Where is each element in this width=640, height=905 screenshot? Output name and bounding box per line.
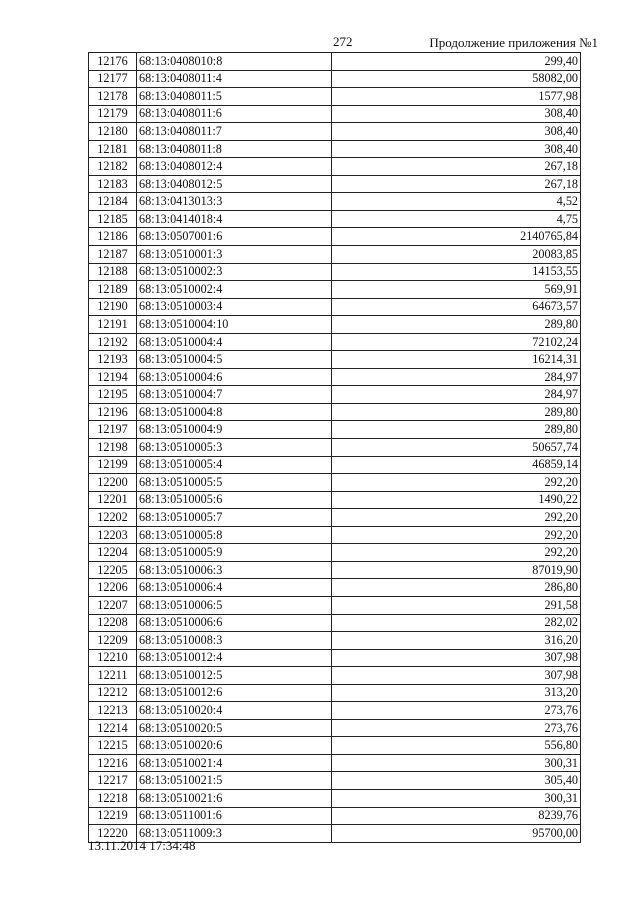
registry-table-body	[89, 53, 581, 843]
row-number: 12218	[89, 789, 137, 807]
table-row	[89, 596, 581, 614]
cadastral-number: 68:13:0511001:6	[137, 807, 332, 825]
row-value: 292,20	[332, 526, 581, 544]
row-value: 87019,90	[332, 561, 581, 579]
row-number: 12213	[89, 702, 137, 720]
row-number: 12202	[89, 509, 137, 527]
row-value: 95700,00	[332, 825, 581, 843]
table-row	[89, 632, 581, 650]
cadastral-number: 68:13:0510004:7	[137, 386, 332, 404]
table-row	[89, 210, 581, 228]
row-number: 12188	[89, 263, 137, 281]
row-number: 12199	[89, 456, 137, 474]
table-row	[89, 316, 581, 334]
row-number: 12212	[89, 684, 137, 702]
row-value: 72102,24	[332, 333, 581, 351]
row-value: 14153,55	[332, 263, 581, 281]
row-value: 273,76	[332, 719, 581, 737]
table-row	[89, 649, 581, 667]
cadastral-number: 68:13:0510004:8	[137, 403, 332, 421]
row-value: 20083,85	[332, 246, 581, 264]
table-row	[89, 298, 581, 316]
table-row	[89, 491, 581, 509]
row-number: 12216	[89, 754, 137, 772]
row-value: 282,02	[332, 614, 581, 632]
cadastral-number: 68:13:0510012:4	[137, 649, 332, 667]
table-row	[89, 105, 581, 123]
row-value: 286,80	[332, 579, 581, 597]
cadastral-number: 68:13:0510004:10	[137, 316, 332, 334]
row-value: 289,80	[332, 316, 581, 334]
row-value: 292,20	[332, 474, 581, 492]
row-number: 12201	[89, 491, 137, 509]
row-value: 289,80	[332, 421, 581, 439]
row-number: 12210	[89, 649, 137, 667]
row-number: 12183	[89, 175, 137, 193]
cadastral-number: 68:13:0408011:5	[137, 88, 332, 106]
row-value: 284,97	[332, 386, 581, 404]
table-row	[89, 140, 581, 158]
table-row	[89, 439, 581, 457]
row-value: 305,40	[332, 772, 581, 790]
table-row	[89, 544, 581, 562]
table-row	[89, 772, 581, 790]
table-row	[89, 333, 581, 351]
cadastral-number: 68:13:0414018:4	[137, 210, 332, 228]
row-value: 292,20	[332, 509, 581, 527]
row-number: 12203	[89, 526, 137, 544]
row-value: 1490,22	[332, 491, 581, 509]
row-value: 50657,74	[332, 439, 581, 457]
row-value: 316,20	[332, 632, 581, 650]
table-row	[89, 737, 581, 755]
row-value: 4,75	[332, 210, 581, 228]
row-value: 292,20	[332, 544, 581, 562]
row-number: 12211	[89, 667, 137, 685]
cadastral-number: 68:13:0408011:4	[137, 70, 332, 88]
row-number: 12187	[89, 246, 137, 264]
table-row	[89, 702, 581, 720]
table-row	[89, 403, 581, 421]
row-number: 12180	[89, 123, 137, 141]
table-row	[89, 351, 581, 369]
row-number: 12177	[89, 70, 137, 88]
table-row	[89, 281, 581, 299]
row-number: 12178	[89, 88, 137, 106]
cadastral-number: 68:13:0510012:5	[137, 667, 332, 685]
row-number: 12191	[89, 316, 137, 334]
cadastral-number: 68:13:0510021:4	[137, 754, 332, 772]
table-row	[89, 684, 581, 702]
row-value: 307,98	[332, 667, 581, 685]
cadastral-number: 68:13:0510005:9	[137, 544, 332, 562]
row-value: 299,40	[332, 53, 581, 71]
table-row	[89, 246, 581, 264]
row-value: 4,52	[332, 193, 581, 211]
table-row	[89, 175, 581, 193]
table-row	[89, 421, 581, 439]
table-row	[89, 70, 581, 88]
row-value: 284,97	[332, 368, 581, 386]
cadastral-number: 68:13:0510006:3	[137, 561, 332, 579]
row-value: 300,31	[332, 754, 581, 772]
table-row	[89, 526, 581, 544]
cadastral-number: 68:13:0408012:4	[137, 158, 332, 176]
cadastral-number: 68:13:0408011:6	[137, 105, 332, 123]
table-row	[89, 719, 581, 737]
row-value: 307,98	[332, 649, 581, 667]
table-row	[89, 667, 581, 685]
row-number: 12198	[89, 439, 137, 457]
row-value: 64673,57	[332, 298, 581, 316]
row-number: 12206	[89, 579, 137, 597]
cadastral-number: 68:13:0510004:5	[137, 351, 332, 369]
cadastral-number: 68:13:0408011:8	[137, 140, 332, 158]
cadastral-number: 68:13:0510005:5	[137, 474, 332, 492]
row-value: 300,31	[332, 789, 581, 807]
appendix-caption: Продолжение приложения №1	[429, 35, 598, 50]
row-value: 569,91	[332, 281, 581, 299]
cadastral-number: 68:13:0408010:8	[137, 53, 332, 71]
row-number: 12182	[89, 158, 137, 176]
cadastral-number: 68:13:0510003:4	[137, 298, 332, 316]
cadastral-number: 68:13:0510008:3	[137, 632, 332, 650]
table-row	[89, 807, 581, 825]
cadastral-number: 68:13:0510002:3	[137, 263, 332, 281]
cadastral-number: 68:13:0510005:3	[137, 439, 332, 457]
cadastral-number: 68:13:0510012:6	[137, 684, 332, 702]
table-row	[89, 53, 581, 71]
table-row	[89, 754, 581, 772]
cadastral-number: 68:13:0408012:5	[137, 175, 332, 193]
row-number: 12217	[89, 772, 137, 790]
row-value: 291,58	[332, 596, 581, 614]
row-number: 12190	[89, 298, 137, 316]
row-number: 12192	[89, 333, 137, 351]
row-number: 12214	[89, 719, 137, 737]
row-value: 308,40	[332, 123, 581, 141]
row-value: 1577,98	[332, 88, 581, 106]
cadastral-number: 68:13:0510004:9	[137, 421, 332, 439]
row-value: 46859,14	[332, 456, 581, 474]
row-number: 12185	[89, 210, 137, 228]
row-number: 12197	[89, 421, 137, 439]
cadastral-number: 68:13:0510005:7	[137, 509, 332, 527]
table-row	[89, 263, 581, 281]
row-number: 12207	[89, 596, 137, 614]
cadastral-number: 68:13:0510021:5	[137, 772, 332, 790]
print-timestamp: 13.11.2014 17:34:48	[88, 838, 196, 853]
table-row	[89, 789, 581, 807]
cadastral-number: 68:13:0510002:4	[137, 281, 332, 299]
row-number: 12205	[89, 561, 137, 579]
row-value: 289,80	[332, 403, 581, 421]
cadastral-number: 68:13:0510006:6	[137, 614, 332, 632]
row-number: 12209	[89, 632, 137, 650]
row-value: 16214,31	[332, 351, 581, 369]
table-row	[89, 386, 581, 404]
table-row	[89, 228, 581, 246]
row-number: 12189	[89, 281, 137, 299]
page-number: 272	[333, 34, 353, 49]
row-value: 556,80	[332, 737, 581, 755]
table-row	[89, 509, 581, 527]
row-value: 267,18	[332, 158, 581, 176]
row-value: 313,20	[332, 684, 581, 702]
table-row	[89, 123, 581, 141]
cadastral-number: 68:13:0510006:4	[137, 579, 332, 597]
cadastral-number: 68:13:0510020:4	[137, 702, 332, 720]
cadastral-number: 68:13:0511009:3	[137, 825, 332, 843]
table-row	[89, 158, 581, 176]
row-value: 58082,00	[332, 70, 581, 88]
row-value: 308,40	[332, 105, 581, 123]
cadastral-number: 68:13:0510006:5	[137, 596, 332, 614]
cadastral-number: 68:13:0510005:8	[137, 526, 332, 544]
row-value: 308,40	[332, 140, 581, 158]
row-number: 12220	[89, 825, 137, 843]
table-row	[89, 474, 581, 492]
cadastral-number: 68:13:0507001:6	[137, 228, 332, 246]
row-number: 12194	[89, 368, 137, 386]
row-number: 12204	[89, 544, 137, 562]
row-number: 12195	[89, 386, 137, 404]
row-number: 12181	[89, 140, 137, 158]
table-row	[89, 88, 581, 106]
row-number: 12196	[89, 403, 137, 421]
cadastral-number: 68:13:0408011:7	[137, 123, 332, 141]
row-number: 12200	[89, 474, 137, 492]
row-number: 12215	[89, 737, 137, 755]
row-number: 12219	[89, 807, 137, 825]
cadastral-number: 68:13:0510020:5	[137, 719, 332, 737]
row-number: 12186	[89, 228, 137, 246]
cadastral-number: 68:13:0510005:4	[137, 456, 332, 474]
cadastral-number: 68:13:0510005:6	[137, 491, 332, 509]
table-row	[89, 193, 581, 211]
table-row	[89, 561, 581, 579]
cadastral-number: 68:13:0510001:3	[137, 246, 332, 264]
registry-table	[88, 52, 581, 843]
row-number: 12208	[89, 614, 137, 632]
row-value: 2140765,84	[332, 228, 581, 246]
cadastral-number: 68:13:0510004:4	[137, 333, 332, 351]
cadastral-number: 68:13:0510021:6	[137, 789, 332, 807]
table-row	[89, 368, 581, 386]
row-number: 12179	[89, 105, 137, 123]
row-number: 12193	[89, 351, 137, 369]
table-row	[89, 579, 581, 597]
table-row	[89, 456, 581, 474]
row-value: 8239,76	[332, 807, 581, 825]
row-number: 12184	[89, 193, 137, 211]
cadastral-number: 68:13:0510020:6	[137, 737, 332, 755]
cadastral-number: 68:13:0413013:3	[137, 193, 332, 211]
row-number: 12176	[89, 53, 137, 71]
table-row	[89, 614, 581, 632]
cadastral-number: 68:13:0510004:6	[137, 368, 332, 386]
row-value: 267,18	[332, 175, 581, 193]
row-value: 273,76	[332, 702, 581, 720]
